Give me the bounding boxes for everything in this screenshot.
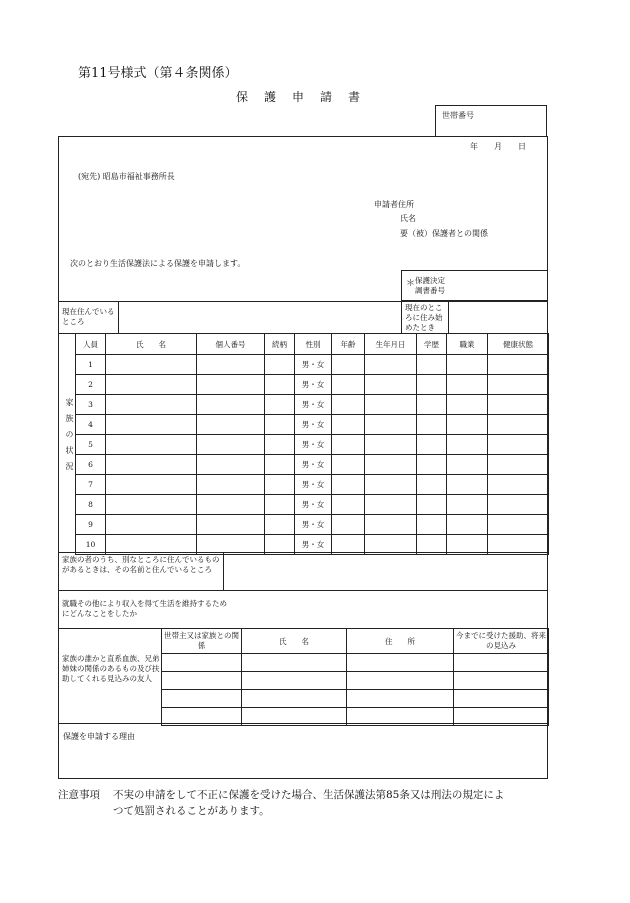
row-number: 9	[76, 515, 106, 535]
id-cell[interactable]	[197, 355, 265, 375]
sex-cell[interactable]: 男・女	[295, 515, 332, 535]
start-date-label: 現在のところに住み始めたとき	[405, 303, 443, 332]
education-cell[interactable]	[417, 375, 447, 395]
health-cell[interactable]	[488, 455, 549, 475]
education-cell[interactable]	[417, 495, 447, 515]
health-cell[interactable]	[488, 435, 549, 455]
row-number: 4	[76, 415, 106, 435]
col-header: 学歴	[417, 334, 447, 355]
col-header: 世帯主又は家族との関係	[162, 629, 242, 654]
relation-cell[interactable]	[265, 355, 295, 375]
age-cell[interactable]	[332, 475, 365, 495]
job-cell[interactable]	[447, 355, 488, 375]
decision-number-label-1: 保護決定	[415, 276, 445, 285]
sex-cell[interactable]: 男・女	[295, 495, 332, 515]
name-cell[interactable]	[106, 395, 197, 415]
age-cell[interactable]	[332, 515, 365, 535]
table-row	[76, 475, 549, 495]
family-section-label: 家族の状況	[65, 398, 74, 478]
age-cell[interactable]	[332, 495, 365, 515]
age-cell[interactable]	[332, 435, 365, 455]
health-cell[interactable]	[488, 395, 549, 415]
current-residence-field[interactable]	[120, 303, 399, 331]
decision-number-label-2: 調書番号	[415, 286, 445, 295]
age-cell[interactable]	[332, 395, 365, 415]
col-header: 住 所	[347, 629, 454, 654]
education-cell[interactable]	[417, 395, 447, 415]
application-statement: 次のとおり生活保護法による保護を申請します。	[70, 259, 246, 268]
age-cell[interactable]	[332, 375, 365, 395]
col-header: 人員	[76, 334, 106, 355]
age-cell[interactable]	[332, 415, 365, 435]
relation-cell[interactable]	[265, 375, 295, 395]
row-number: 8	[76, 495, 106, 515]
id-cell[interactable]	[197, 375, 265, 395]
asterisk-mark: ＊	[406, 279, 416, 289]
applicant-relation-label: 要（被）保護者との関係	[400, 229, 488, 238]
row-number: 3	[76, 395, 106, 415]
education-cell[interactable]	[417, 435, 447, 455]
birthdate-cell[interactable]	[365, 415, 417, 435]
col-header: 年齢	[332, 334, 365, 355]
job-cell[interactable]	[447, 455, 488, 475]
education-cell[interactable]	[417, 415, 447, 435]
relation-cell[interactable]	[162, 672, 242, 690]
sex-cell[interactable]: 男・女	[295, 415, 332, 435]
name-cell[interactable]	[106, 515, 197, 535]
assistance-cell[interactable]	[454, 672, 549, 690]
id-cell[interactable]	[197, 475, 265, 495]
family-table	[75, 333, 549, 555]
table-row	[76, 455, 549, 475]
table-row	[162, 654, 549, 672]
table-row	[76, 355, 549, 375]
household-number-label: 世帯番号	[442, 111, 474, 120]
address-cell[interactable]	[347, 690, 454, 708]
date-field[interactable]: 年 月 日	[470, 142, 526, 151]
birthdate-cell[interactable]	[365, 375, 417, 395]
sex-cell[interactable]: 男・女	[295, 375, 332, 395]
name-cell[interactable]	[242, 654, 347, 672]
health-cell[interactable]	[488, 355, 549, 375]
relation-cell[interactable]	[265, 395, 295, 415]
job-cell[interactable]	[447, 475, 488, 495]
notice-label: 注意事項	[58, 789, 100, 801]
col-header: 職業	[447, 334, 488, 355]
row-number: 1	[76, 355, 106, 375]
relation-cell[interactable]	[265, 435, 295, 455]
decision-number-box	[401, 270, 548, 301]
applicant-name-label: 氏名	[400, 214, 416, 223]
birthdate-cell[interactable]	[365, 455, 417, 475]
birthdate-cell[interactable]	[365, 475, 417, 495]
birthdate-cell[interactable]	[365, 435, 417, 455]
col-header: 氏 名	[242, 629, 347, 654]
name-cell[interactable]	[106, 415, 197, 435]
job-cell[interactable]	[447, 415, 488, 435]
name-cell[interactable]	[242, 690, 347, 708]
table-row	[76, 435, 549, 455]
id-cell[interactable]	[197, 415, 265, 435]
table-row	[76, 515, 549, 535]
col-header: 今までに受けた援助、将来の見込み	[454, 629, 549, 654]
table-row	[76, 375, 549, 395]
col-header: 氏 名	[106, 334, 197, 355]
row-number: 7	[76, 475, 106, 495]
current-residence-label: 現在住んでいるところ	[62, 307, 115, 326]
row-number: 5	[76, 435, 106, 455]
name-cell[interactable]	[106, 455, 197, 475]
age-cell[interactable]	[332, 455, 365, 475]
sex-cell[interactable]: 男・女	[295, 535, 332, 555]
job-cell[interactable]	[447, 395, 488, 415]
address-cell[interactable]	[347, 672, 454, 690]
birthdate-cell[interactable]	[365, 395, 417, 415]
relation-cell[interactable]	[265, 495, 295, 515]
name-cell[interactable]	[106, 355, 197, 375]
reason-field[interactable]	[60, 745, 546, 777]
job-cell[interactable]	[447, 375, 488, 395]
col-header: 個人番号	[197, 334, 265, 355]
birthdate-cell[interactable]	[365, 355, 417, 375]
table-row	[162, 690, 549, 708]
age-cell[interactable]	[332, 355, 365, 375]
support-row-label: 家族の誰かと直系血族、兄弟姉妹の関係のあるもの及び扶助してくれる見込みの友人	[62, 654, 160, 683]
start-date-field[interactable]	[450, 303, 546, 331]
relation-cell[interactable]	[162, 690, 242, 708]
separate-family-label: 家族の者のうち、別なところに住んでいるものがあるときは、その名前と住んでいるところ	[62, 555, 220, 574]
relation-cell[interactable]	[162, 654, 242, 672]
health-cell[interactable]	[488, 495, 549, 515]
job-cell[interactable]	[447, 515, 488, 535]
relation-cell[interactable]	[265, 475, 295, 495]
health-cell[interactable]	[488, 415, 549, 435]
health-cell[interactable]	[488, 475, 549, 495]
birthdate-cell[interactable]	[365, 495, 417, 515]
birthdate-cell[interactable]	[365, 515, 417, 535]
relation-cell[interactable]	[265, 415, 295, 435]
name-cell[interactable]	[242, 672, 347, 690]
sex-cell[interactable]: 男・女	[295, 435, 332, 455]
name-cell[interactable]	[106, 375, 197, 395]
row-number: 2	[76, 375, 106, 395]
health-cell[interactable]	[488, 375, 549, 395]
employment-field[interactable]	[232, 592, 546, 626]
id-cell[interactable]	[197, 455, 265, 475]
name-cell[interactable]	[106, 435, 197, 455]
job-cell[interactable]	[447, 495, 488, 515]
applicant-address-label: 申請者住所	[374, 200, 414, 209]
page-title: 保 護 申 請 書	[236, 90, 363, 104]
row-number: 10	[76, 535, 106, 555]
sex-cell[interactable]: 男・女	[295, 455, 332, 475]
employment-label: 就職その他により収入を得て生活を維持するためにどんなことをしたか	[62, 599, 227, 618]
id-cell[interactable]	[197, 395, 265, 415]
assistance-cell[interactable]	[454, 690, 549, 708]
sex-cell[interactable]: 男・女	[295, 475, 332, 495]
col-header: 健康状態	[488, 334, 549, 355]
job-cell[interactable]	[447, 435, 488, 455]
relation-cell[interactable]	[265, 455, 295, 475]
education-cell[interactable]	[417, 475, 447, 495]
address-cell[interactable]	[347, 654, 454, 672]
table-row	[76, 495, 549, 515]
table-row	[76, 395, 549, 415]
row-number: 6	[76, 455, 106, 475]
form-number: 第11号様式（第４条関係）	[78, 66, 238, 81]
addressee: (宛先) 昭島市福祉事務所長	[78, 172, 175, 181]
assistance-cell[interactable]	[454, 654, 549, 672]
relation-cell[interactable]	[265, 515, 295, 535]
education-cell[interactable]	[417, 515, 447, 535]
col-header: 性別	[295, 334, 332, 355]
name-cell[interactable]	[106, 495, 197, 515]
table-row	[76, 415, 549, 435]
id-cell[interactable]	[197, 435, 265, 455]
id-cell[interactable]	[197, 495, 265, 515]
sex-cell[interactable]: 男・女	[295, 355, 332, 375]
notice-line-1: 不実の申請をして不正に保護を受けた場合、生活保護法第85条又は刑法の規定によ	[113, 789, 505, 801]
table-row	[162, 672, 549, 690]
col-header: 生年月日	[365, 334, 417, 355]
support-table	[161, 628, 549, 726]
notice-line-2: つて処罰されることがあります。	[113, 805, 270, 817]
col-header: 続柄	[265, 334, 295, 355]
id-cell[interactable]	[197, 515, 265, 535]
family-table-header	[76, 334, 549, 355]
education-cell[interactable]	[417, 355, 447, 375]
sex-cell[interactable]: 男・女	[295, 395, 332, 415]
separate-family-field[interactable]	[225, 554, 546, 588]
education-cell[interactable]	[417, 455, 447, 475]
name-cell[interactable]	[106, 475, 197, 495]
health-cell[interactable]	[488, 515, 549, 535]
reason-label: 保護を申請する理由	[63, 732, 135, 741]
household-number-box	[435, 105, 547, 137]
